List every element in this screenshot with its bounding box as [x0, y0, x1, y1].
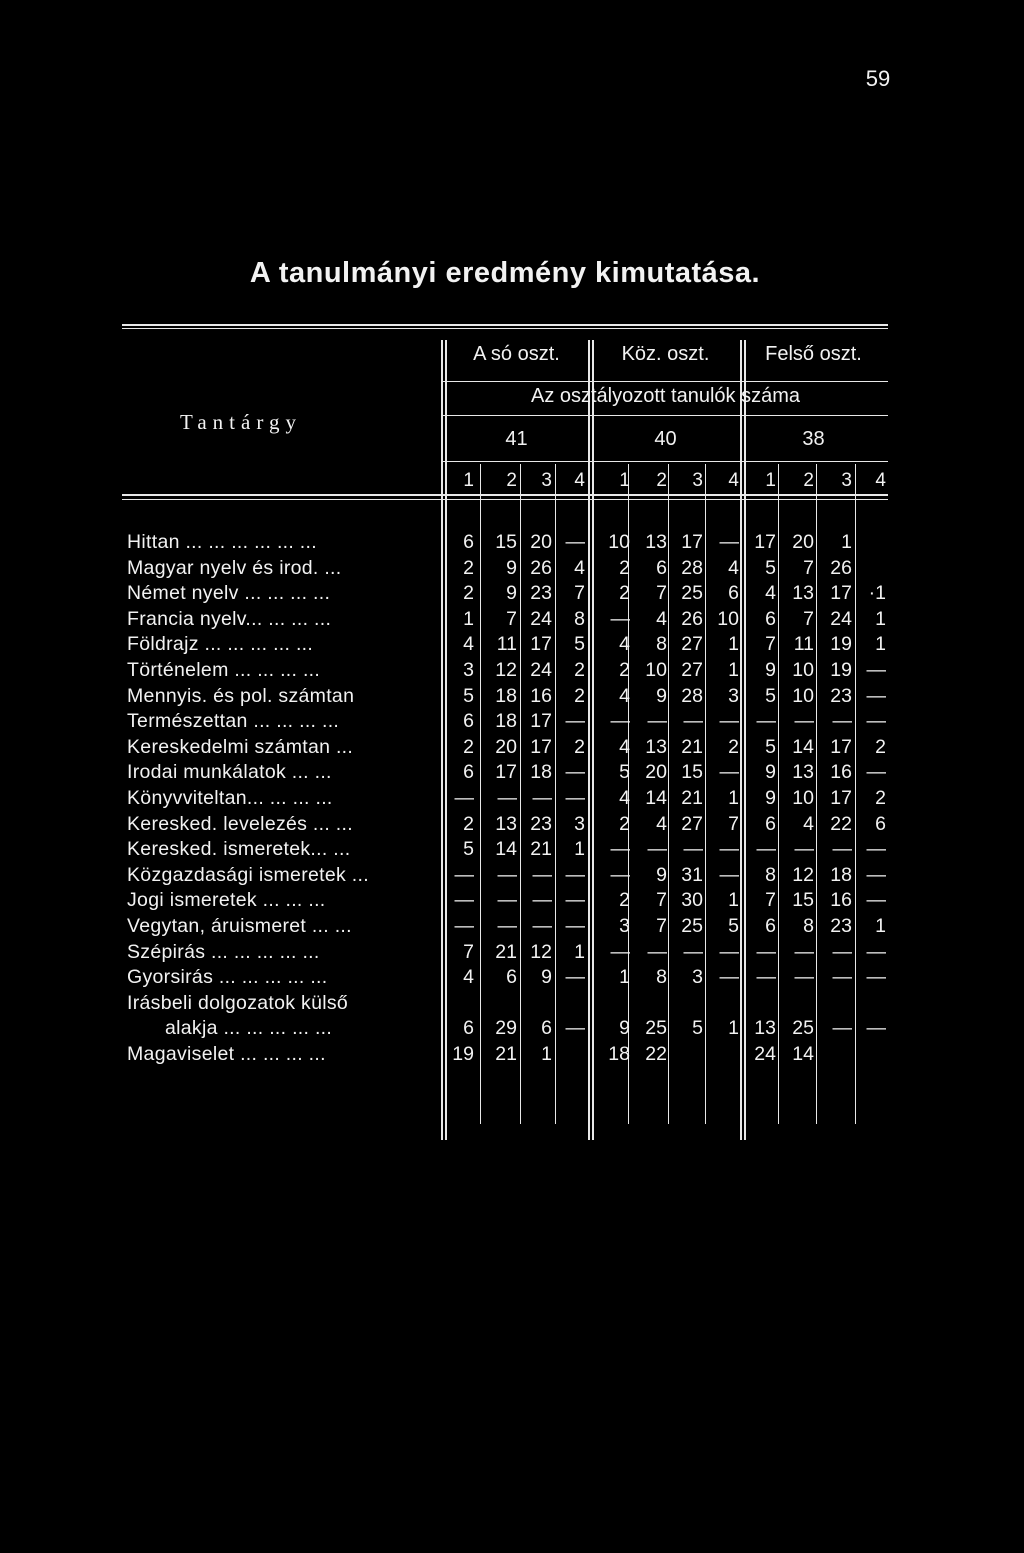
- top-rule: [122, 324, 888, 326]
- header-bottom-rule-2: [122, 499, 888, 500]
- table-cell: —: [565, 531, 585, 553]
- table-cell: 13: [645, 531, 667, 553]
- table-cell: 20: [495, 735, 517, 758]
- table-cell: —: [683, 838, 703, 861]
- table-cell: 10: [792, 659, 814, 681]
- table-cell: —: [832, 940, 852, 963]
- table-cell: 24: [530, 659, 552, 681]
- table-cell: 7: [506, 607, 517, 630]
- table-cell: 2: [463, 582, 474, 605]
- table-cell: 15: [495, 531, 517, 553]
- table-cell: 7: [574, 582, 585, 605]
- grade-column-header: 1: [619, 470, 630, 491]
- table-cell: 1: [875, 607, 886, 630]
- table-cell: 15: [792, 889, 814, 912]
- table-cell: 3: [692, 966, 703, 989]
- table-cell: 2: [463, 812, 474, 835]
- table-cell: —: [719, 966, 739, 989]
- row-label: alakja ... ... ... ... ...: [165, 1017, 333, 1040]
- table-cell: —: [532, 787, 552, 809]
- table-cell: 5: [463, 838, 474, 861]
- table-cell: 10: [792, 787, 814, 809]
- table-cell: 17: [830, 582, 852, 605]
- row-label: Közgazdasági ismeretek ...: [127, 863, 369, 886]
- group-label: A só oszt.: [473, 343, 560, 365]
- table-cell: 23: [830, 684, 852, 707]
- table-cell: 17: [681, 531, 703, 553]
- table-cell: 19: [830, 633, 852, 656]
- table-cell: 23: [530, 812, 552, 835]
- table-cell: 4: [803, 812, 814, 835]
- table-cell: —: [683, 940, 703, 963]
- table-cell: —: [497, 787, 517, 809]
- table-cell: —: [565, 761, 585, 784]
- table-cell: —: [756, 838, 776, 861]
- row-label: Keresked. levelezés ... ...: [127, 812, 353, 835]
- table-cell: —: [719, 863, 739, 886]
- row-label: Történelem ... ... ... ...: [127, 659, 321, 681]
- table-cell: —: [610, 710, 630, 733]
- table-cell: —: [532, 889, 552, 912]
- table-cell: 1: [841, 531, 852, 553]
- table-cell: 9: [765, 659, 776, 681]
- table-cell: 7: [656, 889, 667, 912]
- table-cell: 23: [830, 915, 852, 937]
- table-cell: —: [866, 889, 886, 912]
- table-cell: 9: [656, 684, 667, 707]
- table-cell: —: [610, 838, 630, 861]
- group-label: Felső oszt.: [765, 343, 862, 365]
- grade-column-header: 4: [728, 470, 739, 491]
- table-cell: 8: [656, 633, 667, 656]
- header-bottom-rule: [122, 494, 888, 496]
- table-cell: —: [565, 710, 585, 733]
- table-cell: 6: [463, 531, 474, 553]
- table-cell: 14: [792, 735, 814, 758]
- table-cell: 6: [463, 710, 474, 733]
- table-cell: 5: [728, 915, 739, 937]
- grade-column-header: 1: [463, 470, 474, 491]
- table-cell: 28: [681, 556, 703, 579]
- table-cell: —: [794, 710, 814, 733]
- table-cell: 6: [765, 607, 776, 630]
- table-cell: 4: [619, 787, 630, 809]
- table-cell: 4: [574, 556, 585, 579]
- table-cell: 9: [506, 556, 517, 579]
- table-cell: 6: [656, 556, 667, 579]
- table-cell: 14: [792, 1043, 814, 1065]
- table-cell: —: [565, 915, 585, 937]
- grade-column-header: 2: [803, 470, 814, 491]
- table-cell: —: [866, 684, 886, 707]
- table-cell: 6: [463, 761, 474, 784]
- table-cell: —: [497, 915, 517, 937]
- table-cell: 24: [830, 607, 852, 630]
- table-cell: 7: [803, 556, 814, 579]
- table-cell: —: [565, 787, 585, 809]
- table-cell: 2: [728, 735, 739, 758]
- table-cell: 1: [574, 838, 585, 861]
- table-cell: 16: [830, 889, 852, 912]
- table-cell: 6: [875, 812, 886, 835]
- table-cell: 7: [728, 812, 739, 835]
- table-cell: 6: [728, 582, 739, 605]
- grade-column-header: 2: [656, 470, 667, 491]
- table-cell: 2: [574, 735, 585, 758]
- table-cell: 4: [656, 812, 667, 835]
- table-cell: 19: [452, 1043, 474, 1065]
- table-cell: 2: [875, 787, 886, 809]
- row-label: Irodai munkálatok ... ...: [127, 761, 332, 784]
- table-cell: 25: [681, 915, 703, 937]
- table-cell: —: [719, 710, 739, 733]
- row-label: Jogi ismeretek ... ... ...: [127, 889, 326, 912]
- table-cell: —: [454, 889, 474, 912]
- table-cell: 12: [530, 940, 552, 963]
- table-cell: 14: [495, 838, 517, 861]
- table-cell: 29: [495, 1017, 517, 1040]
- table-cell: 22: [830, 812, 852, 835]
- table-cell: —: [719, 940, 739, 963]
- table-cell: 5: [765, 735, 776, 758]
- table-cell: 9: [619, 1017, 630, 1040]
- table-cell: 5: [765, 556, 776, 579]
- table-cell: —: [794, 940, 814, 963]
- table-cell: 4: [463, 633, 474, 656]
- table-cell: 25: [645, 1017, 667, 1040]
- row-label: Vegytan, áruismeret ... ...: [127, 915, 352, 937]
- table-cell: 21: [495, 940, 517, 963]
- table-cell: —: [832, 966, 852, 989]
- row-label: Földrajz ... ... ... ... ...: [127, 633, 314, 656]
- table-cell: 1: [875, 915, 886, 937]
- table-cell: 1: [619, 966, 630, 989]
- table-cell: 10: [792, 684, 814, 707]
- table-cell: 24: [530, 607, 552, 630]
- table-cell: —: [610, 940, 630, 963]
- page-number: 59: [865, 66, 891, 91]
- table-cell: —: [832, 838, 852, 861]
- table-cell: 23: [530, 582, 552, 605]
- table-cell: 18: [495, 684, 517, 707]
- table-cell: 2: [875, 735, 886, 758]
- table-cell: —: [647, 940, 667, 963]
- table-cell: 30: [681, 889, 703, 912]
- table-cell: —: [866, 966, 886, 989]
- table-cell: 26: [530, 556, 552, 579]
- table-cell: 1: [728, 1017, 739, 1040]
- table-cell: —: [565, 1017, 585, 1040]
- table-cell: 17: [830, 787, 852, 809]
- table-cell: —: [866, 940, 886, 963]
- table-cell: 27: [681, 659, 703, 681]
- table-cell: —: [866, 863, 886, 886]
- table-cell: 9: [765, 787, 776, 809]
- table-cell: 2: [463, 735, 474, 758]
- table-cell: —: [532, 915, 552, 937]
- table-cell: 6: [463, 1017, 474, 1040]
- table-cell: 2: [619, 582, 630, 605]
- count-rule-bottom: [443, 461, 888, 462]
- table-cell: 3: [619, 915, 630, 937]
- table-cell: 13: [495, 812, 517, 835]
- table-cell: —: [532, 863, 552, 886]
- table-cell: 1: [463, 607, 474, 630]
- table-cell: 8: [765, 863, 776, 886]
- table-cell: 15: [681, 761, 703, 784]
- group-label: Köz. oszt.: [621, 343, 710, 365]
- table-cell: 2: [463, 556, 474, 579]
- table-cell: 7: [656, 915, 667, 937]
- table-cell: 21: [681, 787, 703, 809]
- table-cell: 8: [803, 915, 814, 937]
- table-cell: 25: [792, 1017, 814, 1040]
- row-label: Francia nyelv... ... ... ...: [127, 607, 332, 630]
- table-cell: 3: [463, 659, 474, 681]
- table-cell: 18: [530, 761, 552, 784]
- table-cell: 1: [574, 940, 585, 963]
- table-cell: —: [565, 889, 585, 912]
- table-cell: 12: [792, 863, 814, 886]
- table-cell: 18: [608, 1043, 630, 1065]
- table-cell: 16: [830, 761, 852, 784]
- table-cell: 2: [574, 684, 585, 707]
- table-cell: 27: [681, 633, 703, 656]
- table-cell: 7: [803, 607, 814, 630]
- table-cell: 17: [530, 735, 552, 758]
- row-label: Magyar nyelv és irod. ...: [127, 556, 342, 579]
- table-cell: 21: [495, 1043, 517, 1065]
- table-cell: —: [794, 966, 814, 989]
- table-cell: 17: [830, 735, 852, 758]
- table-cell: —: [647, 838, 667, 861]
- row-label: Természettan ... ... ... ...: [127, 710, 340, 733]
- table-cell: 2: [619, 889, 630, 912]
- table-cell: 13: [645, 735, 667, 758]
- table-cell: 5: [692, 1017, 703, 1040]
- table-cell: 21: [530, 838, 552, 861]
- table-cell: —: [756, 710, 776, 733]
- table-cell: 2: [619, 556, 630, 579]
- table-cell: 4: [728, 556, 739, 579]
- grade-column-header: 4: [574, 470, 585, 491]
- table-cell: 4: [619, 735, 630, 758]
- table-cell: —: [454, 915, 474, 937]
- table-cell: 8: [656, 966, 667, 989]
- table-cell: —: [832, 1017, 852, 1040]
- table-cell: 18: [495, 710, 517, 733]
- row-label: Könyvviteltan... ... ... ...: [127, 787, 333, 809]
- table-cell: 11: [496, 633, 517, 656]
- table-cell: —: [866, 710, 886, 733]
- table-cell: 4: [619, 633, 630, 656]
- table-cell: 13: [792, 582, 814, 605]
- table-cell: 9: [656, 863, 667, 886]
- row-label: Keresked. ismeretek... ...: [127, 838, 351, 861]
- table-cell: 17: [495, 761, 517, 784]
- table-cell: —: [610, 607, 630, 630]
- table-cell: 21: [681, 735, 703, 758]
- table-cell: 7: [463, 940, 474, 963]
- row-label: Mennyis. és pol. számtan: [127, 684, 355, 707]
- table-cell: 27: [681, 812, 703, 835]
- table-cell: 7: [656, 582, 667, 605]
- table-cell: 6: [765, 915, 776, 937]
- table-cell: 26: [830, 556, 852, 579]
- grade-column-header: 2: [506, 470, 517, 491]
- grade-column-header: 3: [541, 470, 552, 491]
- table-cell: —: [497, 863, 517, 886]
- table-cell: 6: [541, 1017, 552, 1040]
- table-cell: 20: [792, 531, 814, 553]
- table-cell: 8: [574, 607, 585, 630]
- table-cell: —: [866, 838, 886, 861]
- table-cell: 6: [765, 812, 776, 835]
- table-cell: 10: [645, 659, 667, 681]
- table-cell: 31: [681, 863, 703, 886]
- top-rule-2: [122, 328, 888, 329]
- table-cell: 7: [765, 889, 776, 912]
- table-cell: 25: [681, 582, 703, 605]
- row-label: Irásbeli dolgozatok külső: [127, 991, 349, 1014]
- count-rule-top: [443, 415, 888, 416]
- grade-column-header: 1: [765, 470, 776, 491]
- table-cell: 4: [463, 966, 474, 989]
- group-count: 41: [505, 428, 528, 450]
- grade-column-header: 3: [692, 470, 703, 491]
- table-cell: 26: [681, 607, 703, 630]
- table-cell: 13: [792, 761, 814, 784]
- table-cell: 17: [530, 710, 552, 733]
- table-cell: 13: [754, 1017, 776, 1040]
- table-cell: 3: [574, 812, 585, 835]
- page-title: A tanulmányi eredmény kimutatása.: [249, 257, 761, 289]
- table-cell: 6: [506, 966, 517, 989]
- counted-header: Az osztályozott tanulók száma: [530, 385, 800, 407]
- table-cell: 28: [681, 684, 703, 707]
- row-label: Gyorsirás ... ... ... ... ...: [127, 966, 328, 989]
- table-cell: —: [866, 659, 886, 681]
- table-cell: —: [610, 863, 630, 886]
- group-count: 40: [654, 428, 677, 450]
- table-cell: —: [719, 761, 739, 784]
- table-cell: 3: [728, 684, 739, 707]
- table-cell: 5: [619, 761, 630, 784]
- table-cell: 17: [754, 531, 776, 553]
- table-cell: 9: [765, 761, 776, 784]
- table-cell: —: [832, 710, 852, 733]
- table-cell: 11: [793, 633, 814, 656]
- grade-column-header: 3: [841, 470, 852, 491]
- table-cell: 1: [541, 1043, 552, 1065]
- table-cell: ·1: [868, 582, 886, 605]
- table-cell: 9: [506, 582, 517, 605]
- table-cell: —: [565, 863, 585, 886]
- table-cell: 7: [765, 633, 776, 656]
- group-rule: [443, 381, 888, 382]
- table-cell: 1: [875, 633, 886, 656]
- table-cell: 5: [463, 684, 474, 707]
- table-cell: 18: [830, 863, 852, 886]
- table-cell: 20: [530, 531, 552, 553]
- table-cell: 19: [830, 659, 852, 681]
- table-cell: —: [454, 863, 474, 886]
- table-cell: 5: [574, 633, 585, 656]
- table-cell: —: [756, 966, 776, 989]
- table-cell: 12: [495, 659, 517, 681]
- table-cell: —: [565, 966, 585, 989]
- table-cell: —: [683, 710, 703, 733]
- table-cell: 1: [728, 659, 739, 681]
- table-cell: 16: [530, 684, 552, 707]
- table-cell: 1: [728, 889, 739, 912]
- table-cell: —: [454, 787, 474, 809]
- row-label: Magaviselet ... ... ... ...: [127, 1043, 326, 1065]
- table-cell: —: [866, 1017, 886, 1040]
- table-cell: 24: [754, 1043, 776, 1065]
- table-cell: —: [497, 889, 517, 912]
- table-cell: —: [719, 838, 739, 861]
- subject-header: Tantárgy: [180, 410, 302, 434]
- table-cell: 9: [541, 966, 552, 989]
- table-cell: 2: [574, 659, 585, 681]
- table-cell: 4: [656, 607, 667, 630]
- group-count: 38: [802, 428, 825, 450]
- row-label: Német nyelv ... ... ... ...: [127, 582, 331, 605]
- table-cell: 2: [619, 659, 630, 681]
- table-cell: 5: [765, 684, 776, 707]
- row-label: Szépirás ... ... ... ... ...: [127, 940, 320, 963]
- table-cell: —: [647, 710, 667, 733]
- table-cell: —: [866, 761, 886, 784]
- table-cell: 1: [728, 787, 739, 809]
- row-label: Hittan ... ... ... ... ... ...: [127, 531, 317, 553]
- table-cell: 22: [645, 1043, 667, 1065]
- table-cell: —: [756, 940, 776, 963]
- table-cell: 10: [608, 531, 630, 553]
- row-label: Kereskedelmi számtan ...: [127, 735, 354, 758]
- table-cell: —: [719, 531, 739, 553]
- table-cell: 1: [728, 633, 739, 656]
- grade-column-header: 4: [875, 470, 886, 491]
- table-cell: 17: [530, 633, 552, 656]
- table-cell: 14: [645, 787, 667, 809]
- table-cell: 10: [717, 607, 739, 630]
- table-cell: —: [794, 838, 814, 861]
- table-cell: 20: [645, 761, 667, 784]
- table-cell: 4: [765, 582, 776, 605]
- table-cell: 2: [619, 812, 630, 835]
- table-cell: 4: [619, 684, 630, 707]
